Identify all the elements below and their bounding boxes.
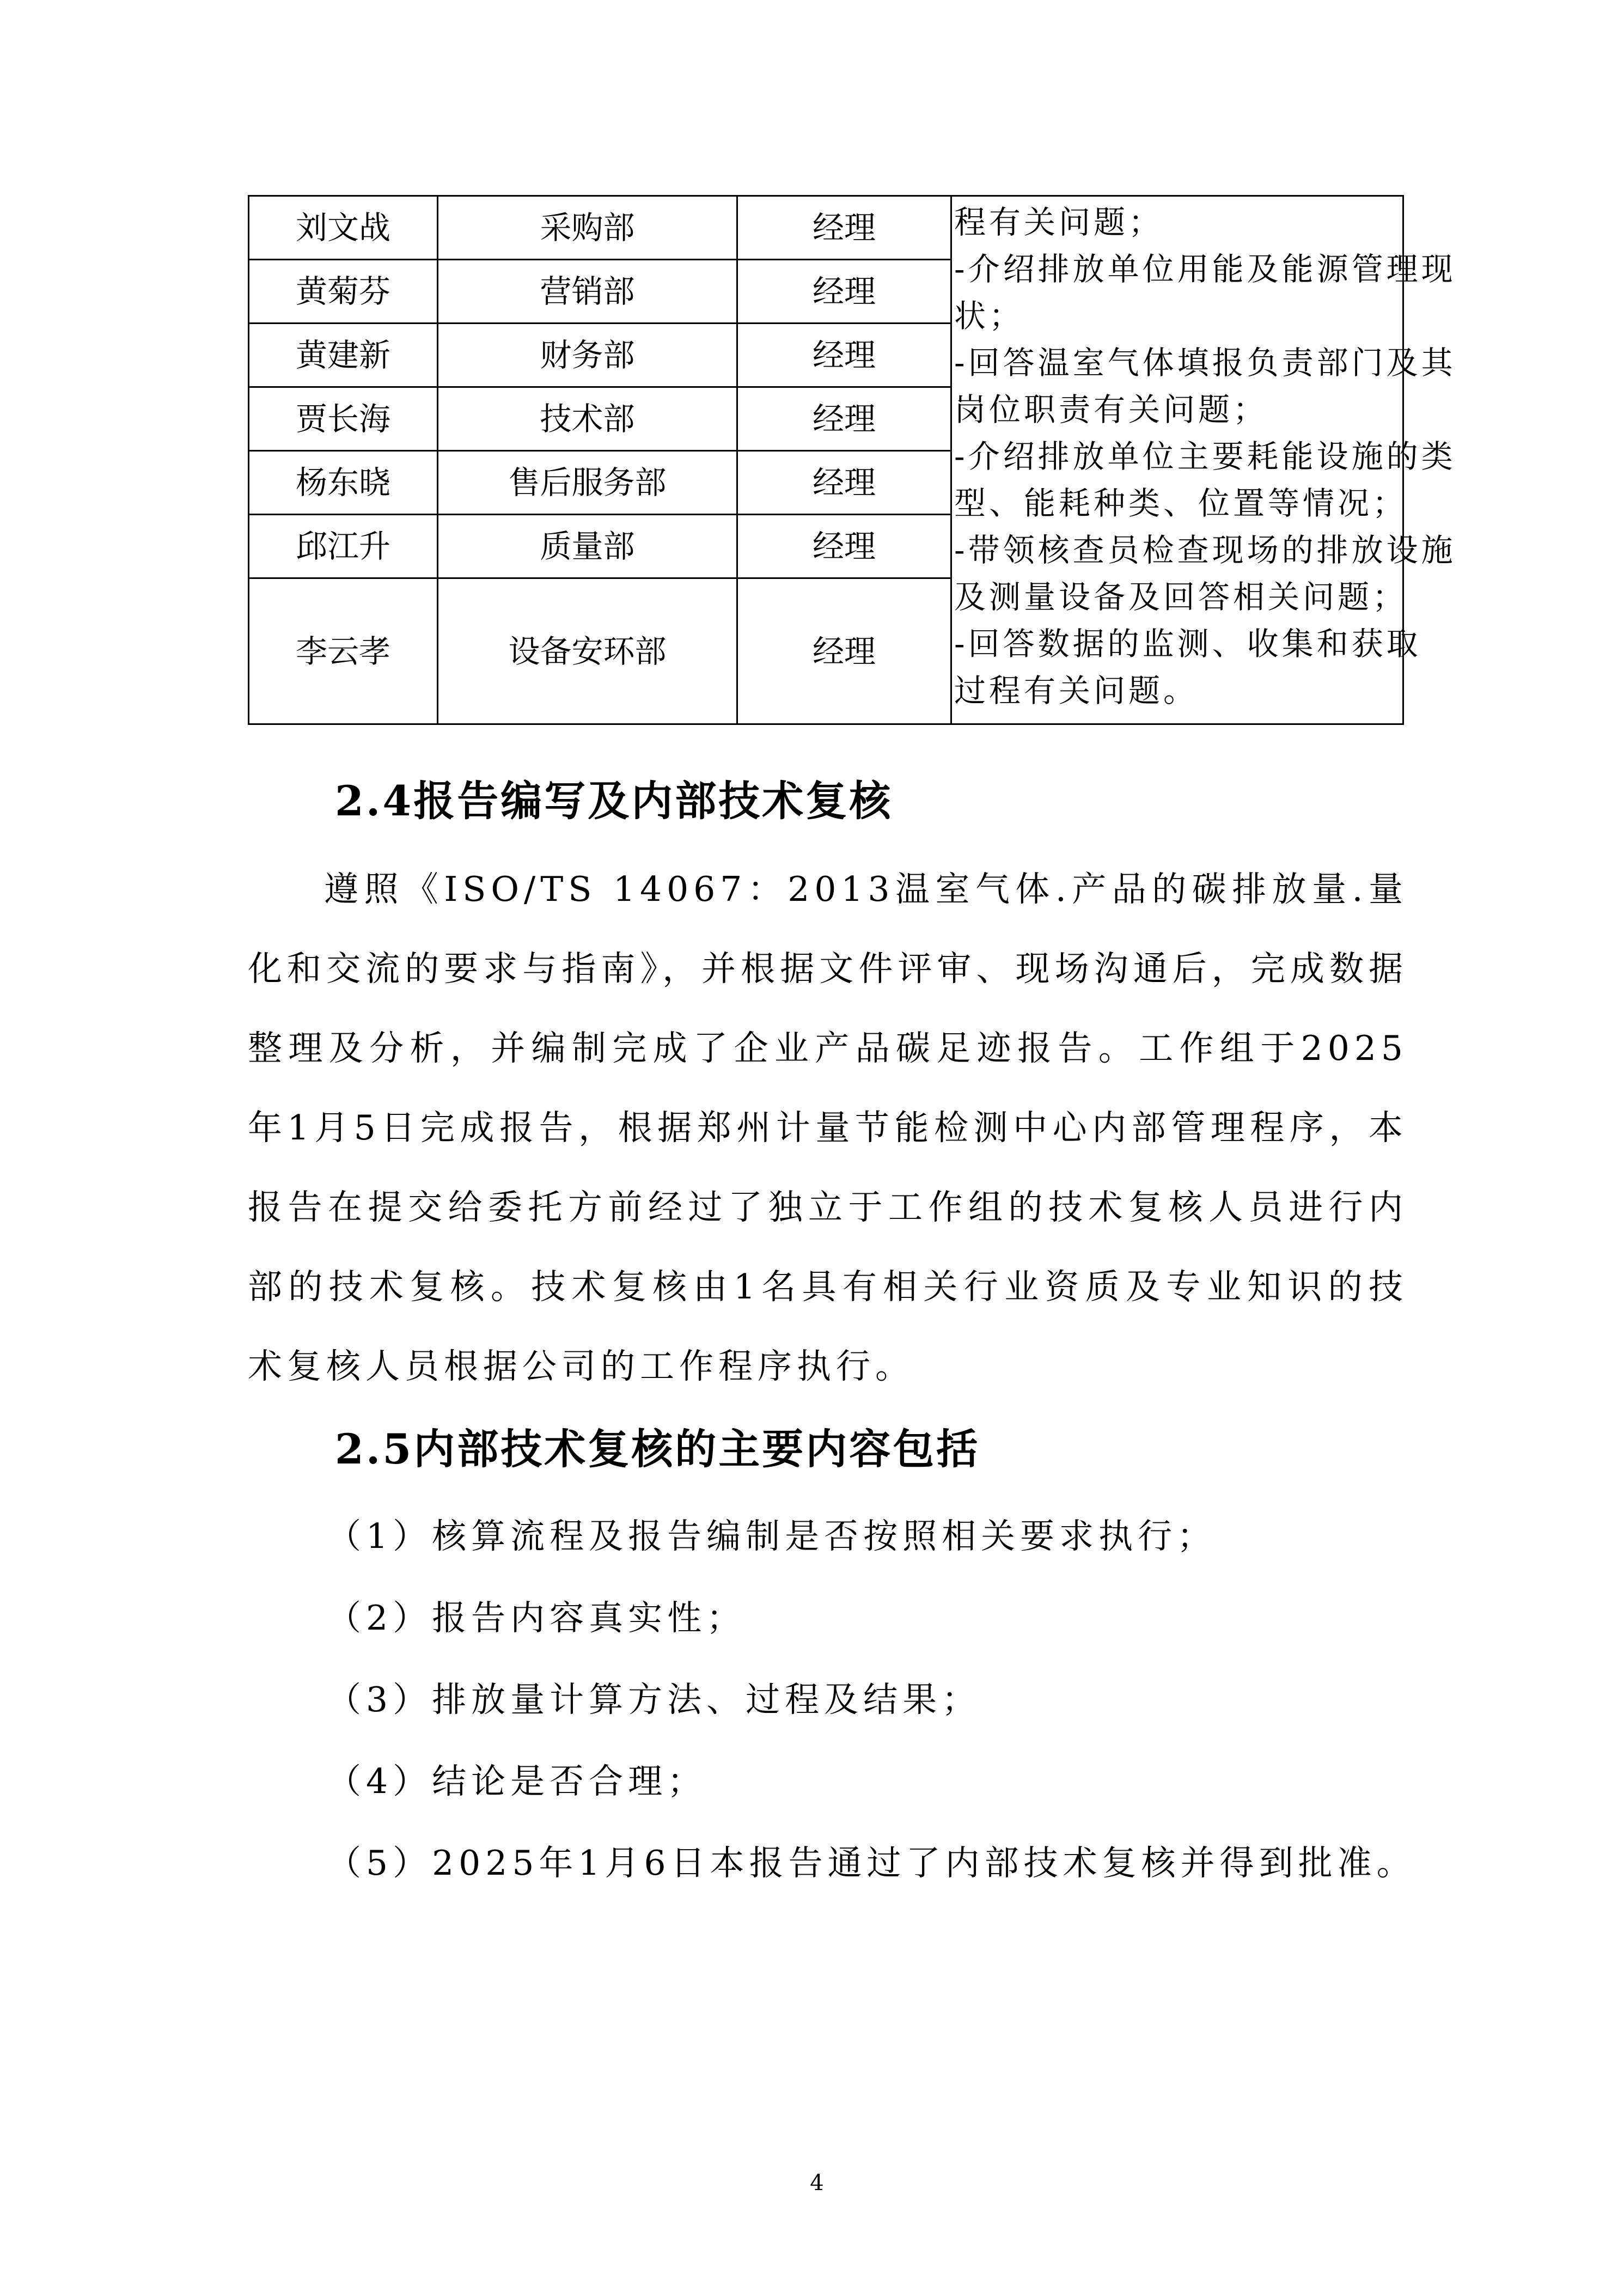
name-cell: 杨东晓 bbox=[249, 451, 438, 515]
name-cell: 刘文战 bbox=[249, 196, 438, 260]
resp-line: 型、能耗种类、位置等情况； bbox=[954, 485, 1408, 522]
dept-cell: 技术部 bbox=[438, 387, 737, 451]
resp-line: -介绍排放单位主要耗能设施的类 bbox=[954, 438, 1456, 475]
title-cell: 经理 bbox=[737, 324, 951, 387]
dept-cell: 财务部 bbox=[438, 324, 737, 387]
list-item: （1）核算流程及报告编制是否按照相关要求执行； bbox=[327, 1516, 1217, 1556]
resp-line: 岗位职责有关问题； bbox=[954, 391, 1268, 428]
dept-cell: 营销部 bbox=[438, 260, 737, 324]
dept-cell: 质量部 bbox=[438, 515, 737, 578]
list-item: （3）排放量计算方法、过程及结果； bbox=[327, 1680, 981, 1719]
resp-line: -回答数据的监测、收集和获取 bbox=[954, 625, 1421, 662]
name-cell: 邱江升 bbox=[249, 515, 438, 578]
title-cell: 经理 bbox=[737, 196, 951, 260]
table-row bbox=[249, 196, 1403, 260]
page-number: 4 bbox=[810, 2170, 824, 2196]
section-heading-2-4: 2.4报告编写及内部技术复核 bbox=[335, 777, 893, 825]
resp-line: 状； bbox=[954, 297, 1024, 334]
name-cell: 李云孝 bbox=[249, 578, 438, 724]
section-heading-2-5: 2.5内部技术复核的主要内容包括 bbox=[335, 1425, 980, 1473]
resp-line: -回答温室气体填报负责部门及其 bbox=[954, 344, 1456, 381]
title-cell: 经理 bbox=[737, 260, 951, 324]
section-2-4-paragraph: 遵照《ISO/TS 14067：2013温室气体.产品的碳排放量.量化和交流的要求与指南》，并根据文件评审、现场沟通后，完成数据整理及分析，并编制完成了企业产品碳足迹报告。工作组于2025年1月5日完成报告，根据郑州计量节能检测中心内部管理程序，本报告在提交给委托方前经过了独立于工作组的技术复核人员进行内部的技术复核。技术复核由1名具有相关行业资质及专业知识的技术复核人员根据公司的工作程序执行。 bbox=[248, 869, 1408, 1386]
list-item: （4）结论是否合理； bbox=[327, 1761, 707, 1801]
resp-line: 过程有关问题。 bbox=[954, 672, 1199, 709]
title-cell: 经理 bbox=[737, 451, 951, 515]
dept-cell: 售后服务部 bbox=[438, 451, 737, 515]
resp-line: 程有关问题； bbox=[954, 204, 1164, 241]
name-cell: 贾长海 bbox=[249, 387, 438, 451]
list-item: （5）2025年1月6日本报告通过了内部技术复核并得到批准。 bbox=[327, 1843, 1416, 1883]
dept-cell: 设备安环部 bbox=[438, 578, 737, 724]
resp-line: 及测量设备及回答相关问题； bbox=[954, 578, 1408, 615]
resp-line: -带领核查员检查现场的排放设施 bbox=[954, 532, 1456, 569]
responsibilities-cell bbox=[951, 196, 1456, 724]
resp-line: -介绍排放单位用能及能源管理现 bbox=[954, 251, 1456, 288]
title-cell: 经理 bbox=[737, 578, 951, 724]
title-cell: 经理 bbox=[737, 387, 951, 451]
name-cell: 黄建新 bbox=[249, 324, 438, 387]
list-item: （2）报告内容真实性； bbox=[327, 1598, 746, 1638]
staff-table bbox=[248, 195, 1456, 725]
title-cell: 经理 bbox=[737, 515, 951, 578]
name-cell: 黄菊芬 bbox=[249, 260, 438, 324]
dept-cell: 采购部 bbox=[438, 196, 737, 260]
